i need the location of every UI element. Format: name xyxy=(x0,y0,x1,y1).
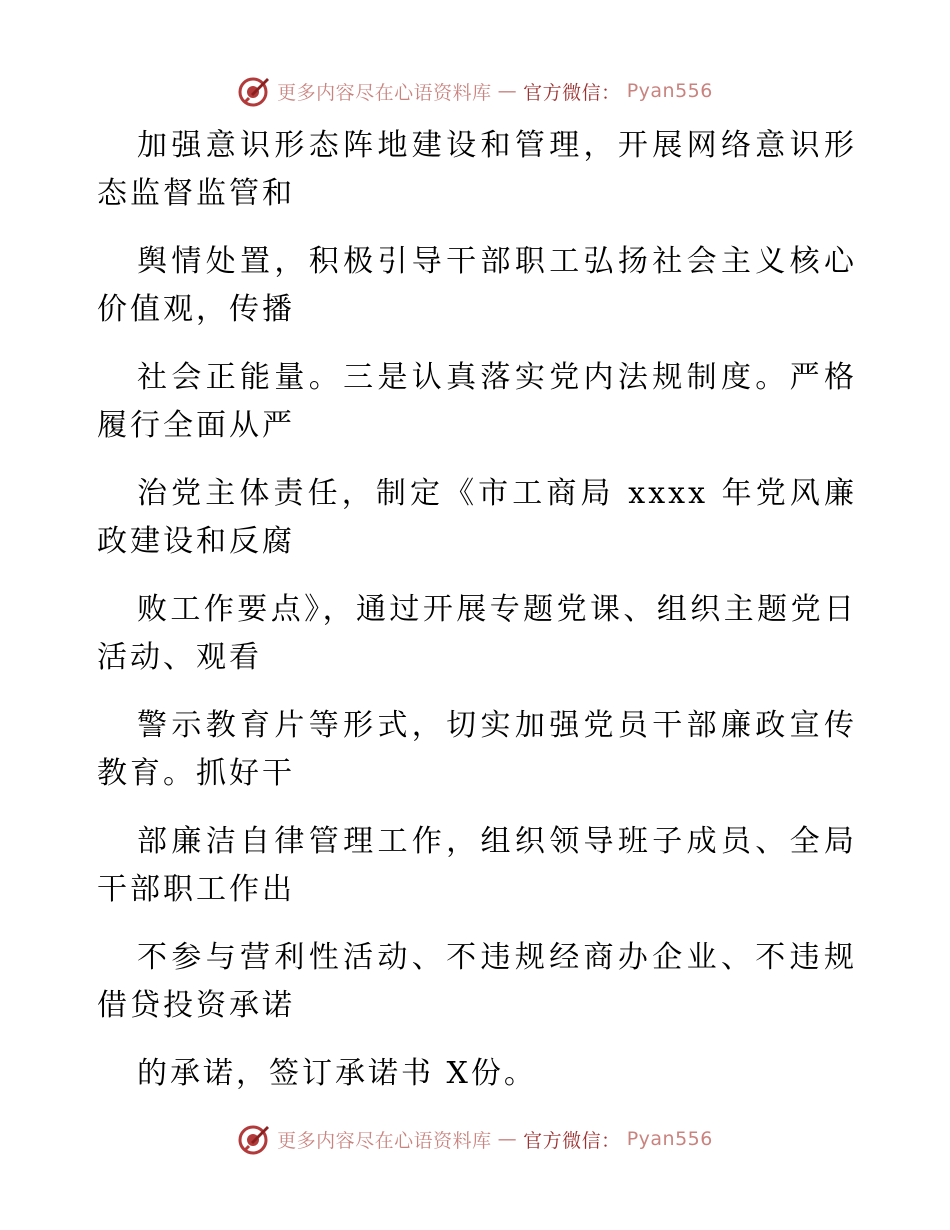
paragraph-8: 不参与营利性活动、不违规经商办企业、不违规借贷投资承诺 xyxy=(97,940,857,1023)
paragraph-7: 部廉洁自律管理工作，组织领导班子成员、全局干部职工作出 xyxy=(97,824,857,907)
document-body xyxy=(97,122,857,1118)
watermark-official-label: 官方微信： xyxy=(523,81,621,104)
pen-logo-icon xyxy=(237,74,271,108)
paragraph-4: 治党主体责任，制定《市工商局 xxxx 年党风廉政建设和反腐 xyxy=(97,476,857,559)
paragraph-6: 警示教育片等形式，切实加强党员干部廉政宣传教育。抓好干 xyxy=(97,708,857,791)
paragraph-3: 社会正能量。三是认真落实党内法规制度。严格履行全面从严 xyxy=(97,360,857,443)
paragraph-5: 败工作要点》，通过开展专题党课、组织主题党日活动、观看 xyxy=(97,592,857,675)
watermark-main-text: 更多内容尽在心语资料库 xyxy=(277,1129,492,1152)
header-watermark xyxy=(0,74,950,108)
paragraph-2: 舆情处置，积极引导干部职工弘扬社会主义核心价值观，传播 xyxy=(97,244,857,327)
footer-watermark xyxy=(0,1122,950,1156)
watermark-wechat-id: Pyan556 xyxy=(626,1128,713,1150)
pen-logo-icon xyxy=(237,1122,271,1156)
watermark-dash: — xyxy=(497,80,518,102)
watermark-main-text: 更多内容尽在心语资料库 xyxy=(277,81,492,104)
paragraph-1: 加强意识形态阵地建设和管理，开展网络意识形态监督监管和 xyxy=(97,128,857,211)
watermark-dash: — xyxy=(497,1128,518,1150)
paragraph-9: 的承诺，签订承诺书 X份。 xyxy=(137,1056,537,1091)
watermark-official-label: 官方微信： xyxy=(523,1129,621,1152)
watermark-wechat-id: Pyan556 xyxy=(626,80,713,102)
